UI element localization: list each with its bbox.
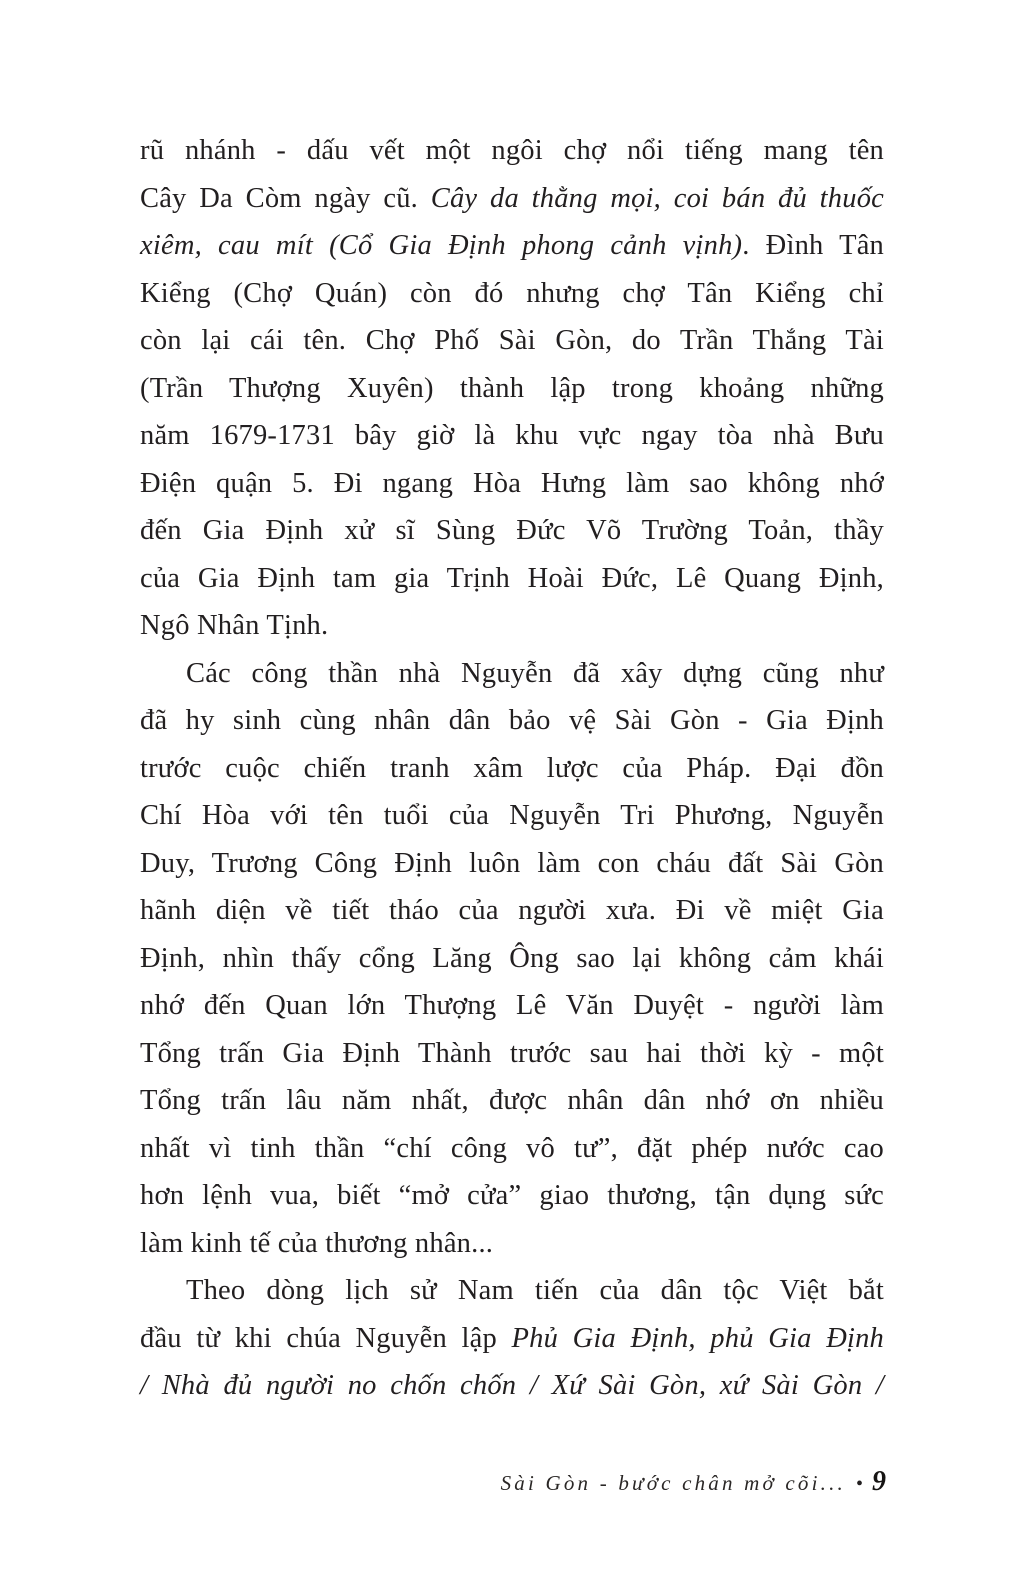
- text-segment: Chí Hòa với tên tuổi của Nguyễn Tri Phương, Nguyễn: [140, 800, 884, 831]
- page-number: 9: [872, 1466, 886, 1497]
- text-line: [140, 792, 884, 840]
- text-line: [140, 1362, 884, 1410]
- text-line: [140, 697, 884, 745]
- text-line: [140, 412, 884, 460]
- text-segment: nhất vì tinh thần “chí công vô tư”, đặt phép nước cao: [140, 1132, 884, 1164]
- text-segment: hơn lệnh vua, biết “mở cửa” giao thương, tận dụng sức: [140, 1180, 884, 1211]
- text-segment: (Trần Thượng Xuyên) thành lập trong khoảng những: [140, 372, 884, 404]
- text-segment: năm 1679-1731 bây giờ là khu vực ngay tòa nhà Bưu: [140, 420, 884, 451]
- text-line: [140, 175, 884, 223]
- text-segment: Duy, Trương Công Định luôn làm con cháu đất Sài Gòn: [140, 847, 884, 879]
- text-line: [140, 555, 884, 603]
- text-line: [140, 507, 884, 555]
- text-line: [140, 1172, 884, 1220]
- text-line: [140, 887, 884, 935]
- text-line: [140, 935, 884, 983]
- text-segment: . Đình Tân: [742, 230, 884, 261]
- text-segment: đến Gia Định xử sĩ Sùng Đức Võ Trường Toản, thầy: [140, 515, 884, 546]
- text-segment: Kiểng (Chợ Quán) còn đó nhưng chợ Tân Kiểng chỉ: [140, 277, 884, 309]
- italic-text-segment: / Nhà đủ người no chốn chốn / Xứ Sài Gòn, xứ Sài Gòn /: [140, 1370, 884, 1401]
- text-line: [140, 270, 884, 318]
- text-segment: Cây Da Còm ngày cũ.: [140, 182, 431, 214]
- text-segment: Định, nhìn thấy cổng Lăng Ông sao lại không cảm khái: [140, 942, 884, 974]
- text-line: [140, 1315, 884, 1363]
- text-segment: của Gia Định tam gia Trịnh Hoài Đức, Lê Quang Định,: [140, 562, 884, 594]
- text-segment: còn lại cái tên. Chợ Phố Sài Gòn, do Trần Thắng Tài: [140, 325, 884, 356]
- text-line: [140, 982, 884, 1030]
- footer-separator-dot: •: [855, 1473, 863, 1495]
- italic-text-segment: Phủ Gia Định, phủ Gia Định: [511, 1322, 884, 1354]
- text-line: [140, 1220, 884, 1268]
- text-segment: hãnh diện về tiết tháo của người xưa. Đi về miệt Gia: [140, 895, 884, 926]
- text-segment: Tổng trấn lâu năm nhất, được nhân dân nhớ ơn nhiều: [140, 1085, 884, 1116]
- text-segment: Điện quận 5. Đi ngang Hòa Hưng làm sao không nhớ: [140, 467, 884, 499]
- text-line: [140, 365, 884, 413]
- text-line: [140, 1267, 884, 1315]
- text-segment: Theo dòng lịch sử Nam tiến của dân tộc Việt bắt: [186, 1275, 884, 1306]
- text-line: [140, 1125, 884, 1173]
- text-segment: Các công thần nhà Nguyễn đã xây dựng cũng như: [186, 657, 884, 689]
- text-segment: đầu từ khi chúa Nguyễn lập: [140, 1322, 512, 1354]
- text-segment: Ngô Nhân Tịnh.: [140, 610, 329, 641]
- text-line: [140, 460, 884, 508]
- text-column: [140, 127, 884, 1410]
- text-line: [140, 602, 884, 650]
- text-line: [140, 840, 884, 888]
- text-line: [140, 745, 884, 793]
- text-segment: nhớ đến Quan lớn Thượng Lê Văn Duyệt - người làm: [140, 990, 884, 1021]
- text-line: [140, 222, 884, 270]
- text-segment: làm kinh tế của thương nhân...: [140, 1227, 494, 1259]
- text-segment: đã hy sinh cùng nhân dân bảo vệ Sài Gòn - Gia Định: [140, 705, 884, 736]
- text-line: [140, 1077, 884, 1125]
- page-footer: [501, 1466, 886, 1498]
- text-line: [140, 317, 884, 365]
- text-line: [140, 650, 884, 698]
- text-segment: Tổng trấn Gia Định Thành trước sau hai thời kỳ - một: [140, 1037, 884, 1069]
- text-segment: trước cuộc chiến tranh xâm lược của Pháp. Đại đồn: [140, 752, 884, 784]
- text-line: [140, 1030, 884, 1078]
- italic-text-segment: xiêm, cau mít (Cổ Gia Định phong cảnh vịnh): [140, 230, 743, 261]
- text-line: [140, 127, 884, 175]
- running-title: Sài Gòn - bước chân mở cõi...: [500, 1471, 846, 1495]
- text-segment: rũ nhánh - dấu vết một ngôi chợ nổi tiếng mang tên: [140, 135, 884, 166]
- italic-text-segment: Cây da thằng mọi, coi bán đủ thuốc: [430, 182, 884, 214]
